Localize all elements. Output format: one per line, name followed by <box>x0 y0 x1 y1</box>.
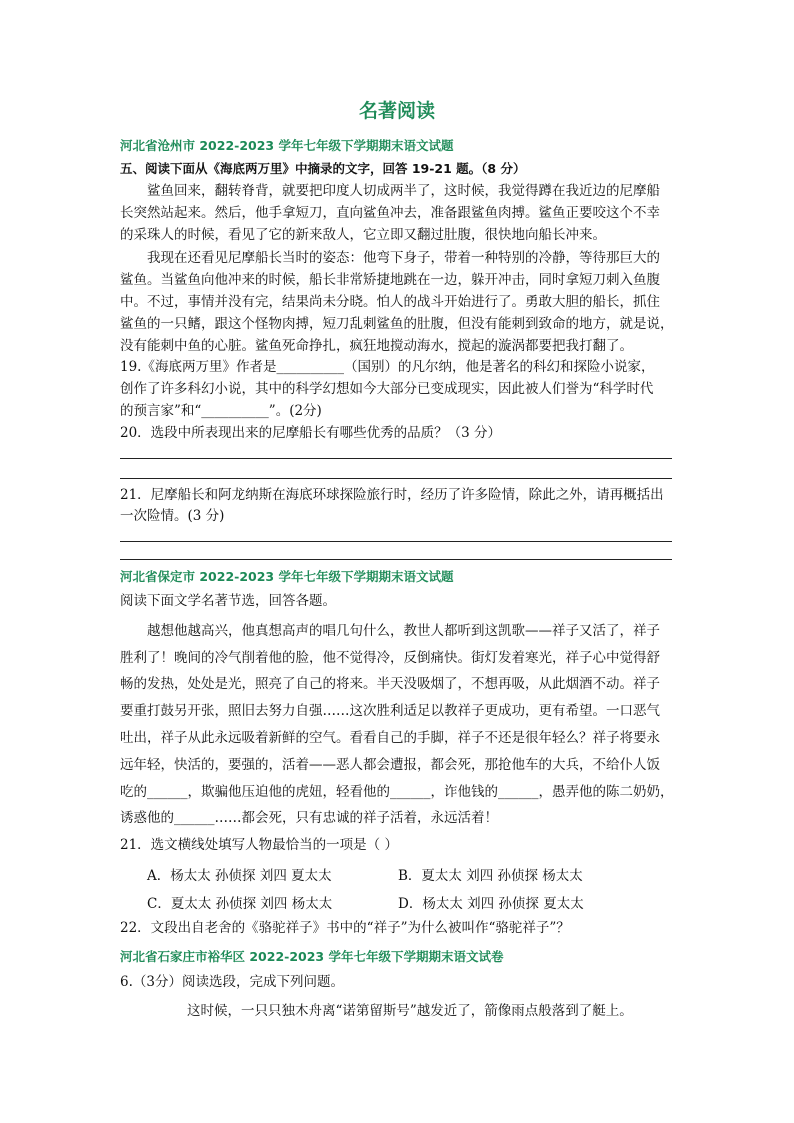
option-b[interactable]: B．夏太太 刘四 孙侦探 杨太太 <box>398 868 583 884</box>
answer-line <box>120 478 672 479</box>
passage-line: 远年轻，快活的，要强的，活着——恶人都会遭报，都会死，那抢他车的大兵，不给仆人饭 <box>120 757 660 773</box>
q21-line: 一次险情。(3 分) <box>120 508 225 524</box>
para2-line: 中。不过，事情并没有完，结果尚未分晓。怕人的战斗开始进行了。勇敢大胆的船长，抓住 <box>120 294 660 310</box>
para1-line: 长突然站起来。然后，他手拿短刀，直向鲨鱼冲去，准备跟鲨鱼肉搏。鲨鱼正要咬这个不幸 <box>120 205 660 221</box>
q6-text: 6.（3分）阅读选段，完成下列问题。 <box>120 974 344 990</box>
q19-line: 的预言家”和“__________”。(2分) <box>120 403 322 419</box>
intro-text: 阅读下面文学名著节选，回答各题。 <box>120 593 336 609</box>
q22-text: 22．文段出自老舍的《骆驼祥子》书中的“祥子”为什么被叫作“骆驼祥子”？ <box>120 920 570 936</box>
source-shijiazhuang: 河北省石家庄市裕华区 2022-2023 学年七年级下学期期末语文试卷 <box>120 949 504 964</box>
para1-line: 的采珠人的时候，看见了它的新来敌人，它立即又翻过肚腹，很快地向船长冲来。 <box>120 227 606 243</box>
source-baoding: 河北省保定市 2022-2023 学年七年级下学期期末语文试题 <box>120 569 454 584</box>
q20-text: 20．选段中所表现出来的尼摩船长有哪些优秀的品质？（3 分） <box>120 425 502 441</box>
passage-line: 吐出，祥子从此永远吸着新鲜的空气。看看自己的手脚，祥子不还是很年轻么？祥子将要永 <box>120 730 660 746</box>
page-title: 名著阅读 <box>358 100 435 122</box>
passage-line: 要重打鼓另开张，照旧去努力自强……这次胜利适足以教祥子更成功，更有希望。一口恶气 <box>120 703 660 719</box>
answer-line <box>120 458 672 459</box>
para1-line: 鲨鱼回来，翻转脊背，就要把印度人切成两半了，这时候，我觉得蹲在我近边的尼摩船 <box>147 183 660 199</box>
q21-text: 21．选文横线处填写人物最恰当的一项是（ ） <box>120 837 398 853</box>
q19-line: 19.《海底两万里》作者是__________（国别）的凡尔纳，他是著名的科幻和探险小说家， <box>120 359 655 375</box>
answer-line <box>120 541 672 542</box>
q19-line: 创作了许多科幻小说，其中的科学幻想如今大部分已变成现实，因此被人们誉为“科学时代 <box>120 381 654 397</box>
passage-line: 吃的______，欺骗他压迫他的虎妞，轻看他的______，诈他钱的______，愚弄他的陈二奶奶， <box>120 784 674 800</box>
passage-line: 越想他越高兴，他真想高声的唱几句什么，教世人都听到这凯歌——祥子又活了，祥子 <box>147 623 660 639</box>
passage-line: 诱惑他的______……都会死，只有忠诚的祥子活着，永远活着！ <box>120 810 498 826</box>
option-a[interactable]: A．杨太太 孙侦探 刘四 夏太太 <box>147 868 332 884</box>
question-header: 五、阅读下面从《海底两万里》中摘录的文字，回答 19-21 题。（8 分） <box>120 161 526 176</box>
para2-line: 鲨鱼。当鲨鱼向他冲来的时候，船长非常矫捷地跳在一边，躲开冲击，同时拿短刀刺入鱼腹 <box>120 272 660 288</box>
option-c[interactable]: C．夏太太 孙侦探 刘四 杨太太 <box>147 896 333 912</box>
answer-line <box>120 559 672 560</box>
passage-line: 这时候，一只只独木舟离“诺第留斯号”越发近了，箭像雨点般落到了艇上。 <box>187 1003 633 1019</box>
option-d[interactable]: D．杨太太 刘四 孙侦探 夏太太 <box>398 896 584 912</box>
passage-line: 胜利了！晚间的冷气削着他的脸，他不觉得冷，反倒痛快。街灯发着寒光，祥子心中觉得舒 <box>120 650 660 666</box>
passage-line: 畅的发热，处处是光，照亮了自己的将来。半天没吸烟了，不想再吸，从此烟酒不动。祥子 <box>120 676 660 692</box>
para2-line: 我现在还看见尼摩船长当时的姿态：他弯下身子，带着一种特别的冷静，等待那巨大的 <box>147 250 660 266</box>
para2-line: 没有能刺中鱼的心脏。鲨鱼死命挣扎，疯狂地搅动海水，搅起的漩涡都要把我打翻了。 <box>120 338 633 354</box>
source-cangzhou: 河北省沧州市 2022-2023 学年七年级下学期期末语文试题 <box>120 138 454 153</box>
para2-line: 鲨鱼的一只鳍，跟这个怪物肉搏，短刀乱刺鲨鱼的肚腹，但没有能刺到致命的地方，就是说， <box>120 316 674 332</box>
q21-line: 21．尼摩船长和阿龙纳斯在海底环球探险旅行时，经历了许多险情，除此之外，请再概括出 <box>120 487 664 503</box>
